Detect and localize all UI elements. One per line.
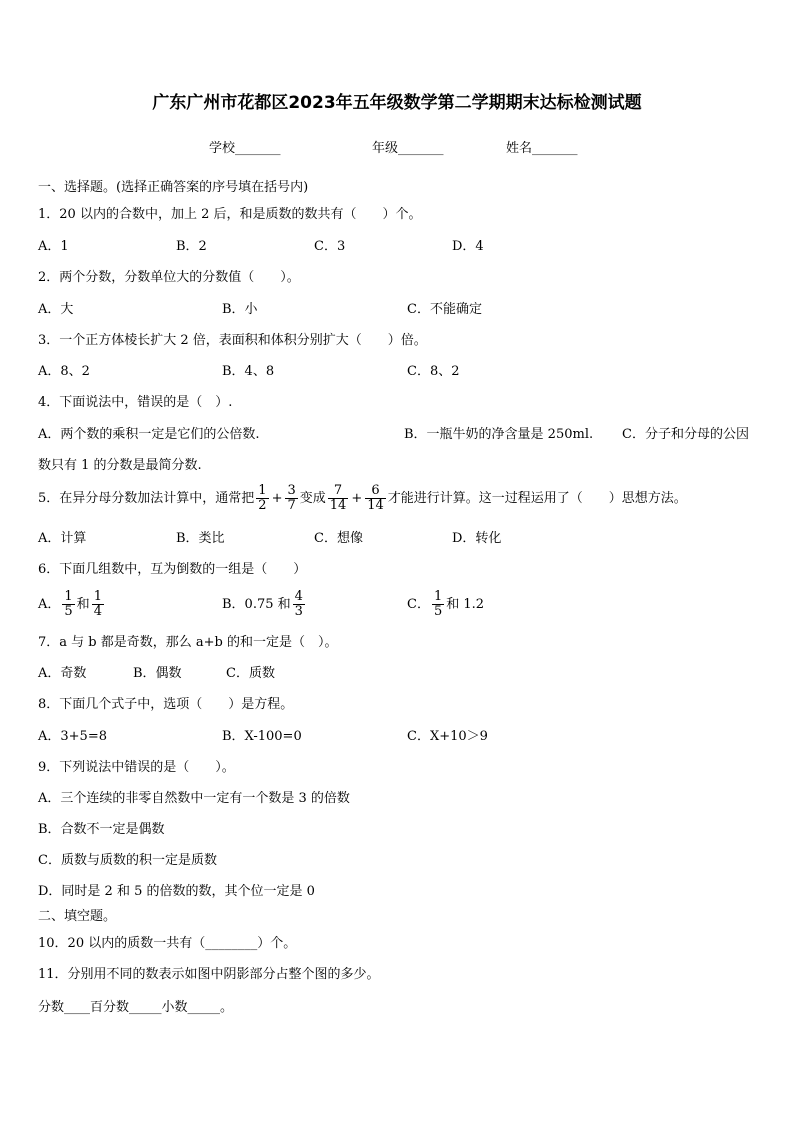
school-field: 学校_______ [209,141,281,156]
q5-option-a: A．计算 [38,531,87,546]
page-title: 广东广州市花都区2023年五年级数学第二学期期末达标检测试题 [152,93,642,113]
q11-answer-line: 分数____百分数_____小数_____。 [38,1000,234,1015]
section-fill-heading: 二、填空题。 [38,909,117,924]
q9-option-a: A．三个连续的非零自然数中一定有一个数是 3 的倍数 [38,791,350,806]
numerator: 4 [294,589,303,604]
numerator: 1 [64,589,73,604]
q8-option-c: C．X+10＞9 [407,729,488,744]
section-choice-heading: 一、选择题。(选择正确答案的序号填在括号内) [38,180,309,195]
q6-option-b [222,590,307,619]
q4-option-a: A．两个数的乘积一定是它们的公倍数. [38,427,260,442]
question-1: 1．20 以内的合数中，加上 2 后，和是质数的数共有（ ）个。 [38,207,422,222]
fraction-4-3 [293,590,305,619]
question-4: 4．下面说法中，错误的是（ ）. [38,395,233,410]
q3-option-a: A．8、2 [38,364,90,379]
q6-a-and: 和 [76,596,90,612]
denominator: 2 [258,498,267,513]
q2-option-a: A．大 [38,302,74,317]
fraction-1-5 [62,590,74,619]
denominator: 3 [294,604,303,619]
fraction-1-5 [432,590,444,619]
q6-a-label: A． [38,596,61,612]
q9-option-d: D．同时是 2 和 5 的倍数的数，其个位一定是 0 [38,884,315,899]
numerator: 1 [93,589,102,604]
name-field: 姓名_______ [506,141,578,156]
denominator: 5 [64,604,73,619]
q8-option-b: B．X-100=0 [222,729,302,744]
numerator: 7 [328,484,349,499]
grade-field: 年级_______ [372,141,444,156]
q9-option-c: C．质数与质数的积一定是质数 [38,853,217,868]
q3-option-c: C．8、2 [407,364,460,379]
q6-option-a [38,590,106,619]
fraction-1-2 [256,484,268,513]
numerator: 1 [258,483,267,498]
plus-sign: + [351,490,363,506]
fraction-1-4 [92,590,104,619]
q2-option-b: B．小 [222,302,258,317]
q5-text-mid: 变成 [299,490,326,506]
denominator: 14 [329,498,347,513]
q6-option-c [407,590,484,619]
numerator: 1 [433,589,443,604]
q5-option-b: B．类比 [176,531,225,546]
q7-option-a: A．奇数 [38,666,87,681]
question-11: 11．分别用不同的数表示如图中阴影部分占整个图的多少。 [38,967,380,982]
q1-option-b: B．2 [176,239,207,254]
fraction-6-14 [365,484,386,513]
q5-option-d: D．转化 [452,531,502,546]
q7-option-b: B．偶数 [133,666,182,681]
q6-b-label: B．0.75 和 [222,596,291,612]
question-2: 2．两个分数，分数单位大的分数值（ ）。 [38,270,300,285]
question-9: 9．下列说法中错误的是（ ）。 [38,760,235,775]
question-5 [38,484,687,513]
q1-option-a: A．1 [38,239,69,254]
q6-c-text: 和 1.2 [446,596,485,612]
q9-option-b: B．合数不一定是偶数 [38,822,165,837]
q1-option-d: D．4 [452,239,484,254]
q5-text-before: 5．在异分母分数加法计算中，通常把 [38,490,255,506]
question-8: 8．下面几个式子中，选项（ ）是方程。 [38,697,294,712]
denominator: 4 [93,604,102,619]
q5-option-c: C．想像 [314,531,363,546]
q4-option-c: C．分子和分母的公因 [622,427,749,442]
q4-option-b: B．一瓶牛奶的净含量是 250ml. [404,427,594,442]
q1-option-c: C．3 [314,239,346,254]
question-7: 7．a 与 b 都是奇数，那么 a+b 的和一定是（ ）。 [38,635,338,650]
q7-option-c: C．质数 [226,666,275,681]
question-10: 10．20 以内的质数一共有（________）个。 [38,936,297,951]
plus-sign: + [271,490,283,506]
q5-text-after: 才能进行计算。这一过程运用了（ ）思想方法。 [387,490,687,506]
numerator: 6 [365,484,386,499]
denominator: 14 [367,498,384,513]
question-6: 6．下面几组数中，互为倒数的一组是（ ） [38,562,307,577]
question-3: 3．一个正方体棱长扩大 2 倍，表面积和体积分别扩大（ ）倍。 [38,333,427,348]
q3-option-b: B．4、8 [222,364,275,379]
q4-option-c-continued: 数只有 1 的分数是最简分数. [38,458,202,473]
q6-c-label: C． [407,596,430,612]
fraction-3-7 [285,484,297,513]
q2-option-c: C．不能确定 [407,302,482,317]
q8-option-a: A．3+5=8 [38,729,107,744]
fraction-7-14 [328,484,349,513]
denominator: 7 [287,498,296,513]
numerator: 3 [287,483,296,498]
denominator: 5 [433,604,443,619]
